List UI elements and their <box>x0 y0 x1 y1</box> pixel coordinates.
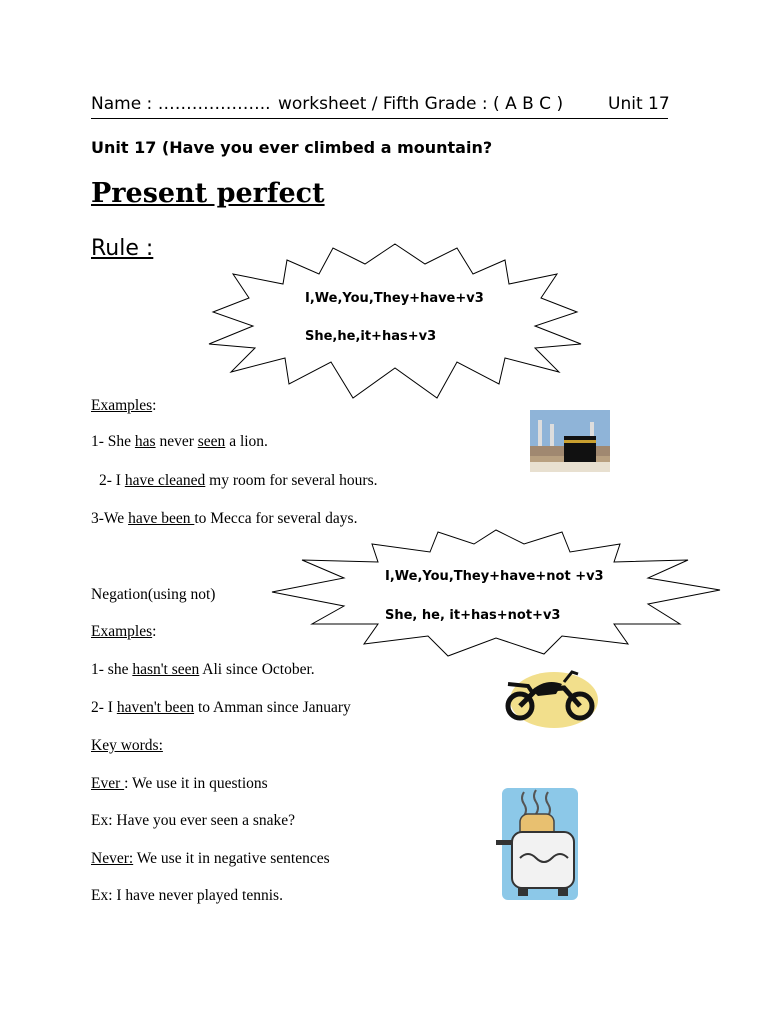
motorcycle-image <box>502 662 600 730</box>
never-example: Ex: I have never played tennis. <box>91 887 283 904</box>
keywords-label: Key words: <box>91 737 163 754</box>
negation-starburst <box>268 528 724 658</box>
neg-example-2: 2- I haven't been to Amman since January <box>91 699 351 716</box>
ever-example: Ex: Have you ever seen a snake? <box>91 812 295 829</box>
worksheet-header <box>91 94 668 119</box>
rule-label: Rule : <box>91 236 154 261</box>
examples-label: Examples: <box>91 397 157 414</box>
negation-label: Negation(using not) <box>91 586 216 603</box>
worksheet-grade: worksheet / Fifth Grade : ( A B C ) <box>278 94 564 114</box>
neg-example-1: 1- she hasn't seen Ali since October. <box>91 661 315 678</box>
examples-label-2: Examples: <box>91 623 157 640</box>
unit-number: Unit 17 <box>608 94 670 114</box>
negation-line-1: I,We,You,They+have+not +v3 <box>385 569 604 584</box>
rule-starburst <box>205 240 585 402</box>
negation-line-2: She, he, it+has+not+v3 <box>385 608 561 623</box>
name-field: Name : ……………….. <box>91 94 271 114</box>
example-2: 2- I have cleaned my room for several hours. <box>99 472 378 489</box>
rule-line-1: I,We,You,They+have+v3 <box>305 291 484 306</box>
example-1: 1- She has never seen a lion. <box>91 433 268 450</box>
rule-line-2: She,he,it+has+v3 <box>305 329 437 344</box>
section-title: Present perfect <box>91 178 325 209</box>
kaaba-image <box>530 410 610 472</box>
ever-rule: Ever : We use it in questions <box>91 775 268 792</box>
toaster-image <box>494 784 582 902</box>
unit-title: Unit 17 (Have you ever climbed a mountain? <box>91 138 493 157</box>
never-rule: Never: We use it in negative sentences <box>91 850 330 867</box>
example-3: 3-We have been to Mecca for several days. <box>91 510 358 527</box>
